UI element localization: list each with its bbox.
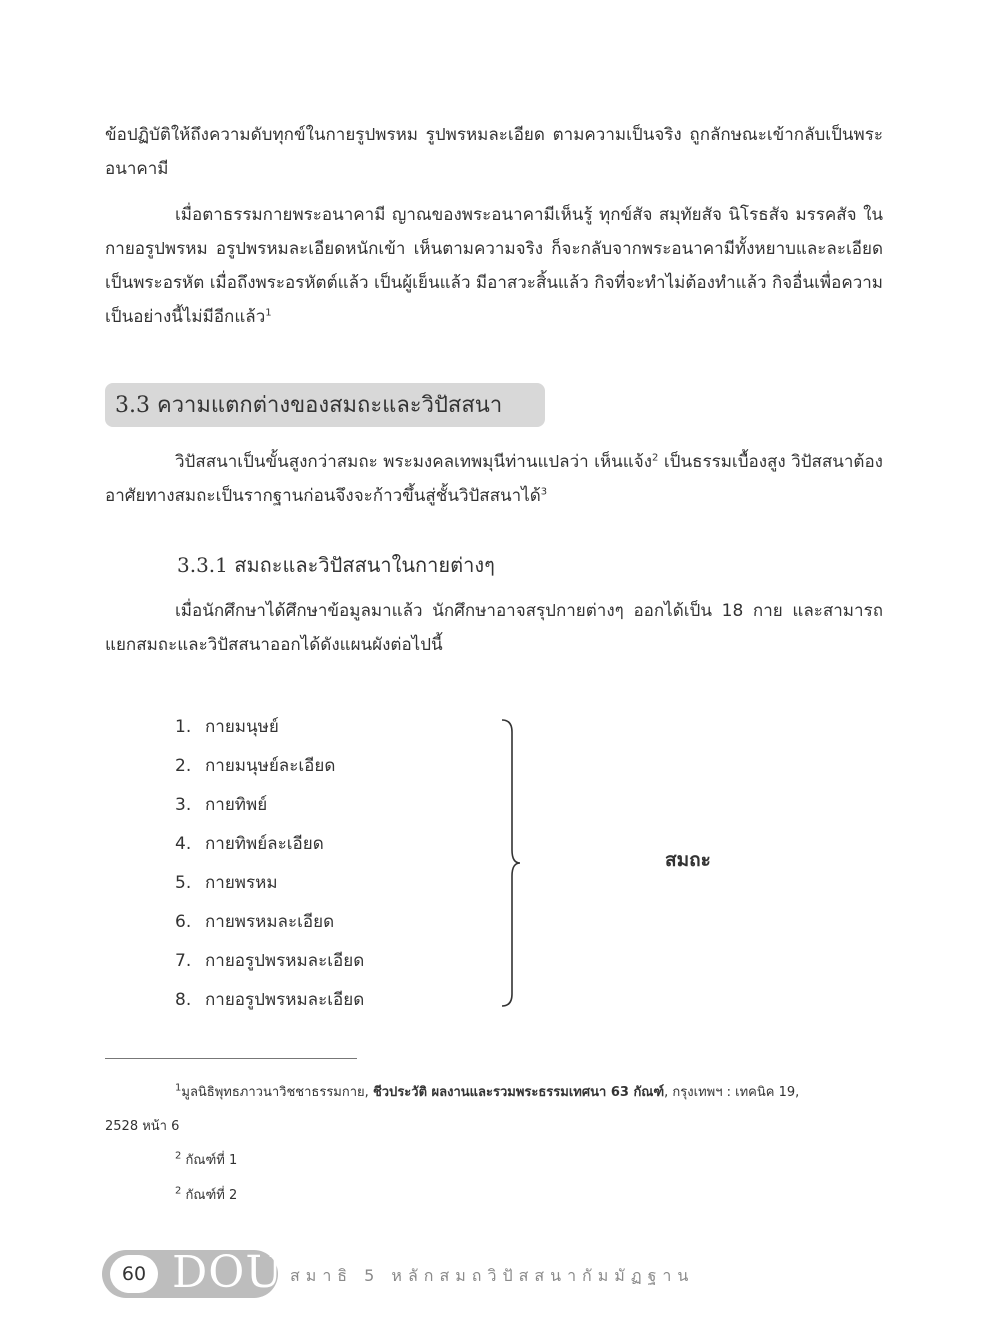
book-title: สมาธิ 5 หลักสมถวิปัสสนากัมมัฏฐาน (290, 1266, 695, 1285)
list-item-number: 1. (175, 717, 192, 737)
footnote-2-mark: 2 (175, 1150, 182, 1162)
section-title: 3.3 ความแตกต่างของสมถะและวิปัสสนา (115, 393, 503, 418)
list-item-number: 4. (175, 834, 192, 854)
list-item (175, 747, 364, 786)
paragraph-1 (105, 118, 883, 186)
footnote-1-mark: 1 (175, 1082, 182, 1094)
list-item-label: กายพรหม (205, 873, 278, 893)
paragraph-3-text-a: วิปัสสนาเป็นขั้นสูงกว่าสมถะ พระมงคลเทพมุนีท่านแปลว่า เห็นแจ้ง (175, 452, 653, 472)
paragraph-3-text-b: เป็นธรรมเบื้องสูง วิปัสสนาต้องอาศัยทางสมถะเป็นรากฐานก่อนจึงจะก้าวขึ้นสู่ชั้นวิปัสสนาได้ (105, 452, 883, 506)
list-item-label: กายพรหมละเอียด (205, 912, 335, 932)
list-item-number: 6. (175, 912, 192, 932)
list-item-label: กายอรูปพรหมละเอียด (205, 951, 365, 971)
paragraph-2-text: เมื่อตาธรรมกายพระอนาคามี ญาณของพระอนาคามีเห็นรู้ ทุกข์สัจ สมุทัยสัจ นิโรธสัจ มรรคสัจ ในกายอรูปพรหม อรูปพรหมละเอียดหนักเข้า เห็นตามความจริง ก็จะกลับจากพระอนาคามีทั้งหยาบและละเอียดเป็นพระอรหัต เมื่อถึงพระอรหัตต์แล้ว เป็นผู้เย็นแล้ว มีอาสวะสิ้นแล้ว กิจที่จะทำไม่ต้องทำแล้ว กิจอื่นเพื่อความเป็นอย่างนี้ไม่มีอีกแล้ว (105, 205, 883, 327)
body-list (175, 708, 364, 1020)
footnote-2 (175, 1151, 237, 1171)
list-item-label: กายอรูปพรหมละเอียด (205, 990, 365, 1010)
paragraph-4 (105, 594, 883, 662)
paragraph-2 (105, 198, 883, 334)
footnote-3 (175, 1186, 237, 1206)
list-item (175, 864, 364, 903)
footnote-1-text-c: , กรุงเทพฯ : เทคนิค 19, (664, 1085, 800, 1100)
list-item (175, 903, 364, 942)
footnote-1 (175, 1083, 885, 1103)
list-item (175, 942, 364, 981)
footnote-ref-2[interactable]: 2 (652, 452, 659, 464)
list-item-label: กายทิพย์ (205, 795, 268, 815)
list-item-number: 5. (175, 873, 192, 893)
list-item-label: กายมนุษย์ละเอียด (205, 756, 336, 776)
footnote-1-book-title: ชีวประวัติ ผลงานและรวมพระธรรมเทศนา 63 กัณฑ์ (372, 1085, 665, 1100)
list-item (175, 981, 364, 1020)
footnote-3-mark: 2 (175, 1185, 182, 1197)
list-item (175, 786, 364, 825)
list-item-label: กายทิพย์ละเอียด (205, 834, 324, 854)
footnote-3-text: กัณฑ์ที่ 2 (185, 1188, 238, 1203)
list-item (175, 708, 364, 747)
list-item (175, 825, 364, 864)
footnote-ref-1[interactable]: 1 (265, 307, 272, 319)
page-number: 60 (110, 1255, 158, 1293)
paragraph-3 (105, 445, 883, 513)
curly-brace-icon (500, 718, 530, 1008)
group-label-samatha: สมถะ (665, 849, 711, 871)
footnote-2-text: กัณฑ์ที่ 1 (185, 1153, 238, 1168)
footnote-1-continued: 2528 หน้า 6 (105, 1119, 180, 1134)
dou-logo: DOU (172, 1247, 284, 1298)
footnote-divider (105, 1058, 357, 1059)
paragraph-1-text: ข้อปฏิบัติให้ถึงความดับทุกข์ในกายรูปพรหม รูปพรหมละเอียด ตามความเป็นจริง ถูกลักษณะเข้ากลับเป็นพระอนาคามี (105, 125, 883, 179)
list-item-number: 2. (175, 756, 192, 776)
footnote-ref-3[interactable]: 3 (540, 486, 548, 498)
list-item-number: 3. (175, 795, 192, 815)
list-item-number: 8. (175, 990, 192, 1010)
subsection-title: 3.3.1 สมถะและวิปัสสนาในกายต่างๆ (177, 553, 495, 577)
list-item-number: 7. (175, 951, 192, 971)
list-item-label: กายมนุษย์ (205, 717, 279, 737)
footnote-1-text-a: มูลนิธิพุทธภาวนาวิชชาธรรมกาย, (181, 1085, 373, 1100)
paragraph-4-text: เมื่อนักศึกษาได้ศึกษาข้อมูลมาแล้ว นักศึกษาอาจสรุปกายต่างๆ ออกได้เป็น 18 กาย และสามารถแยกสมถะและวิปัสสนาออกได้ดังแผนผังต่อไปนี้ (105, 601, 883, 655)
